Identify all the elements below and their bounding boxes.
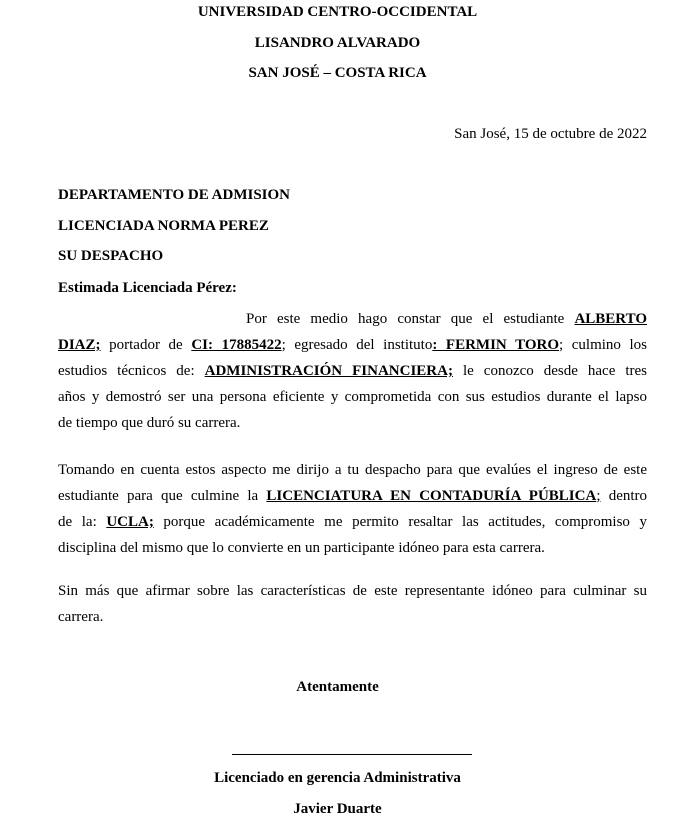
text-fragment: de la: [58, 514, 97, 530]
text-fragment: Por este medio hago constar que el estudiante [246, 311, 565, 327]
paragraph-3-line-2: carrera. [58, 609, 104, 625]
student-first-name: ALBERTO [574, 311, 648, 327]
degree-name: LICENCIATURA EN CONTADURÍA PÚBLICA [266, 488, 597, 504]
paragraph-1-line-1 [58, 306, 647, 332]
text-fragment: le conozco desde hace tres [462, 363, 648, 379]
signature-line [232, 754, 472, 755]
text-fragment: porque académicamente me permito resaltar las actitudes, compromiso y [163, 514, 648, 530]
recipient-department: DEPARTAMENTO DE ADMISION [58, 187, 290, 203]
closing: Atentamente [296, 679, 379, 695]
text-fragment: dentro [608, 488, 648, 504]
student-last-name: DIAZ; [58, 337, 101, 353]
text-fragment: portador de [109, 337, 183, 353]
recipient-name: LICENCIADA NORMA PEREZ [58, 218, 269, 234]
university-subtitle: LISANDRO ALVARADO [254, 35, 421, 51]
paragraph-3-line-1: Sin más que afirmar sobre las características de este representante idóneo para culminar su [58, 583, 647, 599]
career-name: ADMINISTRACIÓN FINANCIERA; [204, 363, 453, 379]
university-abbreviation: UCLA; [106, 514, 154, 530]
paragraph-2-line-1: Tomando en cuenta estos aspecto me dirijo a tu despacho para que evalúes el ingreso de este [58, 462, 647, 478]
signer-title: Licenciado en gerencia Administrativa [214, 770, 461, 786]
text-fragment: ; egresado del instituto [281, 337, 433, 353]
paragraph-1 [58, 306, 647, 436]
letter-date: San José, 15 de octubre de 2022 [454, 126, 647, 142]
paragraph-3 [58, 578, 647, 630]
paragraph-2-line-3 [58, 509, 647, 535]
paragraph-1-line-4: años y demostró ser una persona eficiente y comprometida con sus estudios durante el lapso [58, 389, 647, 405]
text-fragment: estudiante para que culmine la [58, 488, 259, 504]
university-location: SAN JOSÉ – COSTA RICA [248, 65, 427, 81]
institute-name: : FERMIN TORO [432, 337, 559, 353]
university-name: UNIVERSIDAD CENTRO-OCCIDENTAL [197, 4, 478, 20]
paragraph-1-line-2 [58, 332, 647, 358]
signer-name: Javier Duarte [293, 801, 382, 817]
paragraph-1-line-3 [58, 358, 647, 384]
paragraph-2 [58, 457, 647, 561]
salutation: Estimada Licenciada Pérez: [58, 280, 237, 296]
text-fragment: ; culmino los [559, 337, 648, 353]
degree-semicolon: ; [596, 488, 601, 504]
paragraph-1-line-5: de tiempo que duró su carrera. [58, 415, 241, 431]
paragraph-2-line-2 [58, 483, 647, 509]
student-id: CI: 17885422 [191, 337, 282, 353]
text-fragment: estudios técnicos de: [58, 363, 195, 379]
recipient-office: SU DESPACHO [58, 248, 164, 264]
paragraph-2-line-4: disciplina del mismo que lo convierte en un participante idóneo para esta carrera. [58, 540, 545, 556]
